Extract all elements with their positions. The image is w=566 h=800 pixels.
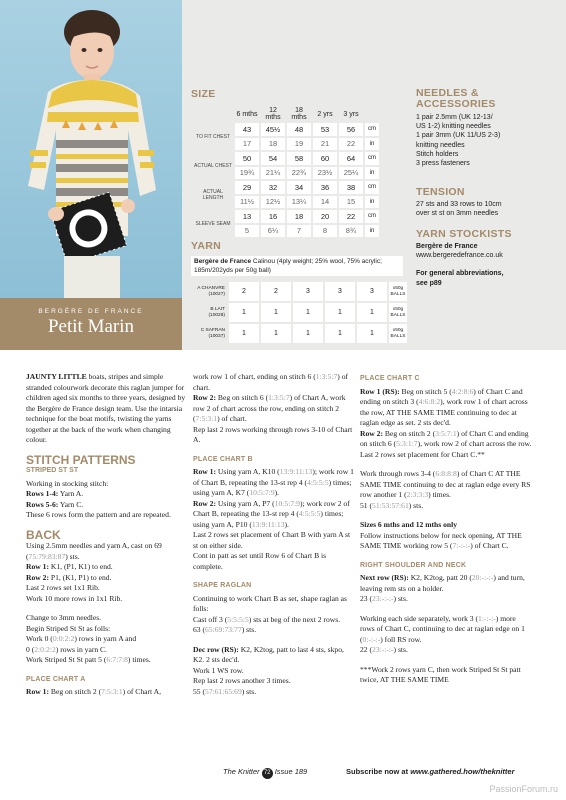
age-header: 2 yrs	[317, 110, 333, 118]
text-line: These 6 rows form the pattern and are repeated.	[26, 510, 171, 519]
column-3	[360, 372, 532, 686]
stockists-heading: YARN STOCKISTS	[416, 228, 512, 240]
text-line: Row 1: Beg on stitch 2 (7:5:3:1) of Chart A,	[26, 687, 162, 696]
age-header: 6 mths	[236, 110, 258, 118]
intro-lead: JAUNTY LITTLE	[26, 372, 87, 381]
cover-photo	[0, 0, 182, 298]
size-cell: 50	[235, 152, 259, 165]
size-cell: 32	[261, 181, 285, 194]
size-cell: 8¾	[339, 225, 363, 238]
size-cell: 45½	[261, 123, 285, 136]
size-cell: 60	[313, 152, 337, 165]
intro-text: boats, stripes and simple stranded colourwork decorate this raglan jumper for children aged six months to three years, designed by the Bergère de France design team. Use the intarsia technique for the boat motifs, twisting the yarns together at the back of the work when changing colour.	[26, 372, 186, 444]
yarn-row	[193, 324, 407, 343]
size-cell: 34	[287, 181, 311, 194]
column-2	[193, 372, 355, 697]
size-cell: 58	[287, 152, 311, 165]
chart-a-heading: PLACE CHART A	[26, 675, 86, 683]
text-line: 55 (57:61:65:69) sts.	[193, 686, 257, 696]
text-line: 51 (51:53:57:61) sts.	[360, 500, 424, 510]
size-cell: 22	[339, 210, 363, 223]
size-cell: 48	[287, 123, 311, 136]
yarn-cell: 2	[229, 282, 259, 301]
yarn-cell: 1	[261, 324, 291, 343]
stockist-url: www.bergeredefrance.co.uk	[416, 252, 503, 260]
text-line: Last 2 rows set placement for Chart C.**	[360, 449, 485, 459]
size-heading: SIZE	[191, 88, 216, 100]
text-line: Work through rows 3-4 (6:8:8:8) of Chart C AT THE SAME TIME continuing to dec at raglan edge every RS row another 1 (2:3:3:3) times.	[360, 469, 531, 499]
size-cell: 7	[287, 225, 311, 238]
size-cell: 13	[235, 210, 259, 223]
text-line: Work 1 WS row.	[193, 665, 244, 675]
size-cell: 53	[313, 123, 337, 136]
text-line: Work Striped St St patt 5 (6:7:7:8) times.	[26, 655, 151, 664]
yarn-description	[191, 256, 403, 276]
yarn-desc-text: Calinou (4ply weight; 25% wool, 75% acrylic; 185m/202yds per 50g ball)	[194, 258, 382, 274]
size-table	[191, 105, 381, 239]
text-line: Using 2.5mm needles and yarn A, cast on 69 (75:79:83:87) sts.	[26, 541, 162, 561]
size-cell: 19	[287, 138, 311, 151]
yarn-cell: 1	[229, 324, 259, 343]
size-cell: 25¼	[339, 167, 363, 180]
size-cell: 6¼	[261, 225, 285, 238]
size-cell: 8	[313, 225, 337, 238]
tension-line: 27 sts and 33 rows to 10cm	[416, 201, 502, 208]
yarn-cell: 1	[325, 303, 355, 322]
text-line: Working each side separately, work 3 (1:-:-:-) more rows of Chart C, continuing to dec at raglan edge on 1 (0:-:-:-) foll RS row.	[360, 613, 525, 644]
needles-heading: NEEDLES & ACCESSORIES	[416, 87, 496, 110]
intro-paragraph	[26, 372, 188, 446]
yarn-row	[193, 303, 407, 322]
size-row-metric	[193, 210, 379, 223]
size-cell: 20	[313, 210, 337, 223]
pattern-name: Petit Marin	[47, 316, 135, 337]
size-unit: in	[365, 196, 379, 209]
stitch-patterns-heading: STITCH PATTERNS	[26, 452, 136, 467]
needles-list	[416, 113, 556, 168]
yarn-row-label: B LAIT (10028)	[208, 306, 225, 318]
size-unit: in	[365, 138, 379, 151]
tension-text	[416, 200, 556, 218]
text-line: Row 2: P1, (K1, P1) to end.	[26, 572, 112, 582]
subscribe-line: Subscribe now at www.gathered.how/theknitter	[346, 767, 515, 776]
size-unit: in	[365, 167, 379, 180]
magazine-name: The Knitter	[223, 767, 260, 776]
size-unit: cm	[365, 123, 379, 136]
chart-b-heading: PLACE CHART B	[193, 455, 253, 463]
yarn-unit: x50g BALLS	[389, 324, 407, 343]
size-cell: 16	[261, 210, 285, 223]
needles-line: 1 pair 2.5mm (UK 12-13/	[416, 114, 493, 121]
text-line: Rep last 2 rows working through rows 3-10 of Chart A.	[193, 424, 353, 444]
size-cell: 22	[339, 138, 363, 151]
size-cell: 13¼	[287, 196, 311, 209]
text-line: Sizes 6 mths and 12 mths only	[360, 520, 458, 529]
size-cell: 54	[261, 152, 285, 165]
page-footer	[0, 767, 566, 781]
yarn-cell: 1	[325, 324, 355, 343]
text-line: Begin Striped St St as folls:	[26, 623, 111, 633]
size-unit: cm	[365, 152, 379, 165]
text-line: 0 (2:0:2:2) rows in yarn C.	[26, 644, 108, 654]
size-cell: 56	[339, 123, 363, 136]
text-line: Dec row (RS): K2, K2tog, patt to last 4 sts, skpo, K2. 2 sts dec'd.	[193, 644, 344, 664]
size-row-label: SLEEVE SEAM	[195, 220, 231, 227]
text-line: Row 2: Beg on stitch 6 (1:3:5:7) of Chart A, work row 2 of chart across the row, ending on stitch 2 (7:5:3:1) of chart.	[193, 393, 346, 423]
subscribe-url[interactable]: www.gathered.how/theknitter	[410, 767, 515, 776]
size-cell: 29	[235, 181, 259, 194]
yarn-unit: x50g BALLS	[389, 303, 407, 322]
size-cell: 21¼	[261, 167, 285, 180]
tension-heading: TENSION	[416, 186, 465, 198]
size-cell: 22¾	[287, 167, 311, 180]
yarn-cell: 1	[229, 303, 259, 322]
abbreviations-note: For general abbreviations,	[416, 270, 504, 278]
size-row-metric	[193, 181, 379, 194]
text-line: 63 (65:69:73:77) sts.	[193, 625, 257, 634]
needles-line: 1 pair 3mm (UK 11/US 2-3)	[416, 132, 501, 140]
age-header: 12 mths	[265, 107, 281, 121]
age-header: 18 mths	[291, 107, 307, 121]
pattern-brand: BERGÈRE DE FRANCE	[38, 308, 144, 315]
size-row-metric	[193, 123, 379, 136]
age-header: 3 yrs	[343, 110, 359, 118]
size-cell: 15	[339, 196, 363, 209]
text-line: Row 1: K1, (P1, K1) to end.	[26, 562, 113, 571]
text-line: Row 2: Beg on stitch 2 (3:5:7:1) of Chart C and ending on stitch 6 (5:3:1:7), work row 2 of chart across the row.	[360, 428, 532, 448]
size-cell: 11½	[235, 196, 259, 209]
column-1	[26, 372, 188, 698]
text-line: Work 0 (0:0:2:2) rows in yarn A and	[26, 634, 137, 643]
size-row-label: ACTUAL LENGTH	[202, 188, 224, 201]
text-line: Last 2 rows set 1x1 Rib.	[26, 583, 100, 592]
size-cell: 64	[339, 152, 363, 165]
size-cell: 19¾	[235, 167, 259, 180]
yarn-brand: Bergère de France	[194, 258, 252, 265]
size-row-label: ACTUAL CHEST	[194, 162, 232, 169]
stockist-name: Bergère de France	[416, 243, 478, 250]
child-illustration	[0, 0, 182, 298]
magazine-credit	[223, 767, 307, 779]
text-line: Work 10 more rows in 1x1 Rib.	[26, 593, 123, 603]
text-line: Row 2: Using yarn A, P7 (10:5:7:9); work row 2 of Chart B, repeating the 13-st rep 4 (4:5:5:5) times; using yarn A, P10 (13:9:11:13).	[193, 498, 350, 529]
text-line: Rows 1-4: Yarn A.	[26, 489, 84, 498]
stockists-text	[416, 242, 556, 288]
right-shoulder-heading: RIGHT SHOULDER AND NECK	[360, 561, 467, 569]
text-line: 22 (23:-:-:-) sts.	[360, 645, 408, 654]
size-cell: 36	[313, 181, 337, 194]
size-unit: in	[365, 225, 379, 238]
yarn-row-label: C SAFRAN (10037)	[200, 327, 225, 339]
text-line: Cast off 3 (5:5:5:5) sts at beg of the next 2 rows.	[193, 614, 341, 624]
yarn-cell: 3	[293, 282, 323, 301]
yarn-cell: 1	[293, 303, 323, 322]
size-cell: 23½	[313, 167, 337, 180]
back-heading: BACK	[26, 527, 61, 542]
text-line: Rep last 2 rows another 3 times.	[193, 676, 291, 685]
text-line: Rows 5-6: Yarn C.	[26, 499, 84, 509]
needles-line: Stitch holders	[416, 150, 459, 158]
yarn-cell: 2	[261, 282, 291, 301]
size-cell: 21	[313, 138, 337, 151]
text-line: Row 1 (RS): Beg on stitch 5 (4:2:8:6) of Chart C and ending on stitch 3 (4:6:8:2), work row 1 of chart across the row, AT THE SAME TIME continuing to dec at raglan edge as set. 2 sts dec'd.	[360, 386, 528, 427]
watermark: PassionForum.ru	[489, 784, 558, 794]
yarn-row-label: A CHANVRE (10027)	[197, 285, 225, 297]
shape-raglan-heading: SHAPE RAGLAN	[193, 582, 252, 589]
text-line: Change to 3mm needles.	[26, 613, 102, 622]
yarn-cell: 1	[293, 324, 323, 343]
text-line: ***Work 2 rows yarn C, then work Striped St St patt twice, AT THE SAME TIME	[360, 664, 521, 684]
text-line: Next row (RS): K2, K2tog, patt 20 (20:-:-:-) and turn, leaving rem sts on a holder.	[360, 573, 525, 593]
size-row-label: TO FIT CHEST	[196, 133, 230, 140]
yarn-cell: 1	[357, 303, 387, 322]
yarn-heading: YARN	[191, 240, 221, 252]
striped-heading: STRIPED ST ST	[26, 467, 79, 474]
needles-line: 3 press fasteners	[416, 160, 470, 168]
size-cell: 38	[339, 181, 363, 194]
abbreviations-page: see p89	[416, 279, 442, 287]
pattern-name-box	[0, 298, 182, 350]
yarn-unit: x50g BALLS	[389, 282, 407, 301]
yarn-row	[193, 282, 407, 301]
tension-line: over st st on 3mm needles	[416, 210, 499, 218]
size-cell: 12½	[261, 196, 285, 209]
yarn-table	[191, 280, 409, 345]
text-line: Continuing to work Chart B as set, shape raglan as folls:	[193, 593, 347, 613]
text-line: Row 1: Using yarn A, K10 (13:9:11:13); work row 1 of Chart B, repeating the 13-st rep 4 (4:5:5:5) times; using yarn A, K7 (10:5:7:9).	[193, 467, 354, 497]
size-cell: 17	[235, 138, 259, 151]
text-line: Follow instructions below for neck opening, AT THE SAME TIME working row 5 (7:-:-:-) of Chart C.	[360, 530, 522, 550]
size-cell: 5	[235, 225, 259, 238]
size-unit: cm	[365, 181, 379, 194]
needles-line: knitting needles	[416, 141, 465, 149]
size-cell: 14	[313, 196, 337, 209]
needles-line: US 1-2) knitting needles	[416, 123, 491, 131]
text-line: 23 (23:-:-:-) sts.	[360, 594, 408, 603]
size-cell: 18	[261, 138, 285, 151]
size-unit: cm	[365, 210, 379, 223]
text-line: Cont in patt as set until Row 6 of Chart B is complete.	[193, 551, 327, 571]
size-cell: 18	[287, 210, 311, 223]
chart-c-heading: PLACE CHART C	[360, 375, 420, 382]
yarn-cell: 1	[357, 324, 387, 343]
page-number: 72	[262, 768, 273, 779]
text-line: Last 2 rows set placement of Chart B with yarn A st st on either side.	[193, 530, 351, 550]
yarn-cell: 3	[357, 282, 387, 301]
issue-number: Issue 189	[274, 767, 308, 776]
size-cell: 43	[235, 123, 259, 136]
text-line: work row 1 of chart, ending on stitch 6 (1:3:5:7) of chart.	[193, 372, 349, 392]
yarn-cell: 1	[261, 303, 291, 322]
text-line: Working in stocking stitch:	[26, 478, 109, 488]
yarn-cell: 3	[325, 282, 355, 301]
size-row-metric	[193, 152, 379, 165]
